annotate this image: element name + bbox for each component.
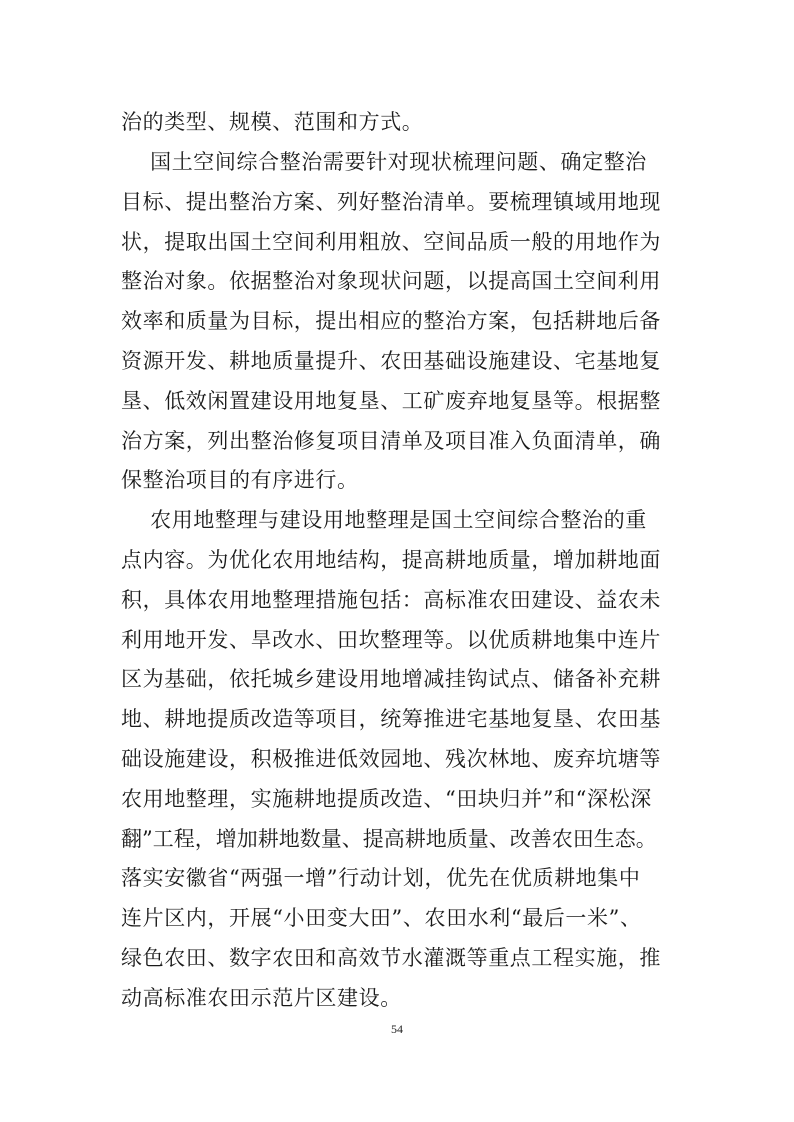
text-line: 保整治项目的有序进行。 [121,468,359,492]
text-line: 治方案，列出整治修复项目清单及项目准入负面清单，确 [121,429,661,453]
text-line: 状，提取出国土空间利用粗放、空间品质一般的用地作为 [121,230,661,254]
text-line: 农用地整理与建设用地整理是国土空间综合整治的重 [121,508,647,532]
text-line: 积，具体农用地整理措施包括：高标准农田建设、益农未 [121,588,661,612]
text-line: 利用地开发、旱改水、田坎整理等。以优质耕地集中连片 [121,628,661,652]
text-line: 动高标准农田示范片区建设。 [121,986,402,1010]
text-line: 目标、提出整治方案、列好整治清单。要梳理镇域用地现 [121,190,661,214]
text-line: 连片区内，开展“小田变大田”、农田水利“最后一米”、 [121,906,642,930]
text-line: 效率和质量为目标，提出相应的整治方案，包括耕地后备 [121,309,661,333]
page-number: 54 [391,1022,403,1036]
text-line: 治的类型、规模、范围和方式。 [121,110,424,134]
text-line: 础设施建设，积极推进低效园地、残次林地、废弃坑塘等 [121,747,661,771]
text-line: 翻”工程，增加耕地数量、提高耕地质量、改善农田生态。 [121,827,657,851]
text-line: 整治对象。依据整治对象现状问题，以提高国土空间利用 [121,269,661,293]
text-line: 点内容。为优化农用地结构，提高耕地质量，增加耕地面 [121,548,661,572]
text-line: 资源开发、耕地质量提升、农田基础设施建设、宅基地复 [121,349,661,373]
text-line: 垦、低效闲置建设用地复垦、工矿废弃地复垦等。根据整 [121,389,661,413]
text-line: 地、耕地提质改造等项目，统筹推进宅基地复垦、农田基 [121,707,661,731]
text-line: 区为基础，依托城乡建设用地增减挂钩试点、储备补充耕 [121,667,661,691]
text-line: 落实安徽省“两强一增”行动计划，优先在优质耕地集中 [121,866,641,890]
text-line: 国土空间综合整治需要针对现状梳理问题、确定整治 [121,150,647,174]
text-line: 绿色农田、数字农田和高效节水灌溉等重点工程实施，推 [121,946,661,970]
text-line: 农用地整理，实施耕地提质改造、“田块归并”和“深松深 [121,787,652,811]
